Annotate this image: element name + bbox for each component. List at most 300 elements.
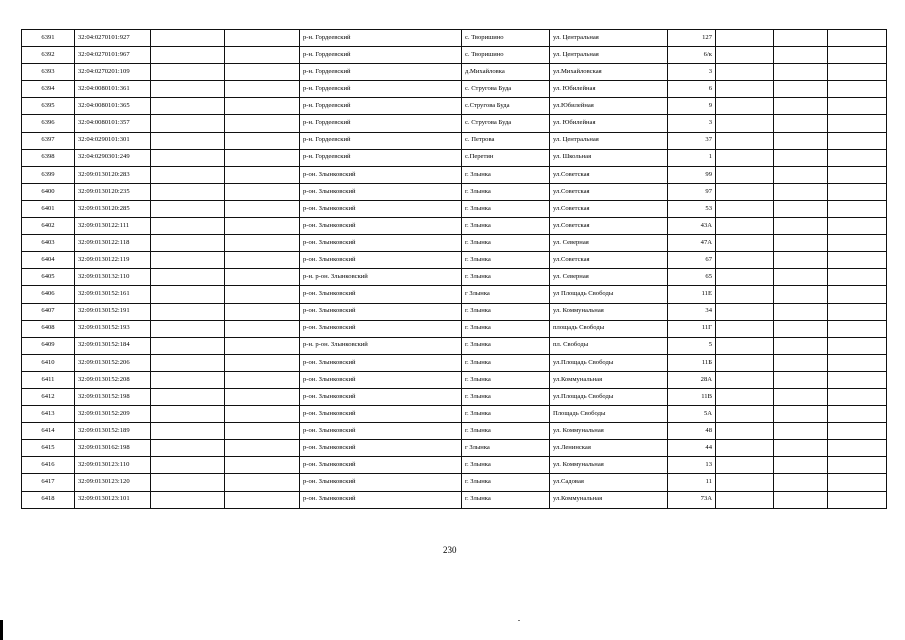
cell-number: 6412 <box>22 388 75 405</box>
cell-empty <box>225 474 300 491</box>
cell-district: р-н. р-он. Злынковский <box>300 269 462 286</box>
cell-cadastral-number: 32:04:0270101:967 <box>75 47 151 64</box>
cell-empty <box>716 320 774 337</box>
cell-house: 5 <box>668 337 716 354</box>
cell-empty <box>151 149 225 166</box>
cell-house: 13 <box>668 457 716 474</box>
cell-district: р-н. Гордеевский <box>300 115 462 132</box>
table-row <box>22 218 887 235</box>
cell-empty <box>774 132 828 149</box>
cell-cadastral-number: 32:09:0130152:189 <box>75 423 151 440</box>
cell-street: ул. Юбилейная <box>550 81 668 98</box>
cell-locality: г. Злынка <box>462 423 550 440</box>
cell-district: р-он. Злынковский <box>300 491 462 508</box>
cell-empty <box>828 474 887 491</box>
cell-empty <box>151 64 225 81</box>
cell-district: р-он. Злынковский <box>300 166 462 183</box>
cell-house: 11 <box>668 474 716 491</box>
cell-locality: г. Злынка <box>462 269 550 286</box>
cell-empty <box>225 371 300 388</box>
cell-empty <box>774 166 828 183</box>
cell-empty <box>828 320 887 337</box>
cell-empty <box>225 491 300 508</box>
cell-empty <box>151 491 225 508</box>
page-number: 230 <box>443 545 457 555</box>
cell-locality: с.Перетин <box>462 149 550 166</box>
cell-empty <box>225 354 300 371</box>
cell-empty <box>828 371 887 388</box>
cell-district: р-н. Гордеевский <box>300 98 462 115</box>
cell-empty <box>774 286 828 303</box>
cell-empty <box>225 252 300 269</box>
cell-empty <box>774 457 828 474</box>
cell-empty <box>828 115 887 132</box>
cell-number: 6403 <box>22 235 75 252</box>
cell-cadastral-number: 32:04:0290101:301 <box>75 132 151 149</box>
cell-cadastral-number: 32:09:0130120:283 <box>75 166 151 183</box>
cell-empty <box>774 474 828 491</box>
cell-empty <box>716 337 774 354</box>
cell-cadastral-number: 32:09:0130120:235 <box>75 183 151 200</box>
cell-empty <box>225 47 300 64</box>
cell-empty <box>716 218 774 235</box>
cell-empty <box>828 218 887 235</box>
cell-empty <box>151 457 225 474</box>
cell-locality: г. Злынка <box>462 337 550 354</box>
cell-locality: г. Злынка <box>462 303 550 320</box>
cell-empty <box>774 303 828 320</box>
cell-locality: г. Злынка <box>462 354 550 371</box>
cell-empty <box>774 388 828 405</box>
cell-empty <box>774 354 828 371</box>
cell-empty <box>774 491 828 508</box>
cell-empty <box>151 354 225 371</box>
cell-empty <box>151 252 225 269</box>
cell-street: ул.Площадь Свободы <box>550 354 668 371</box>
cell-empty <box>774 406 828 423</box>
cell-district: р-он. Злынковский <box>300 440 462 457</box>
table-row <box>22 81 887 98</box>
cell-empty <box>151 320 225 337</box>
cell-house: 11Г <box>668 320 716 337</box>
cell-number: 6417 <box>22 474 75 491</box>
table-row <box>22 320 887 337</box>
cell-empty <box>151 81 225 98</box>
cell-district: р-н. р-он. Злынковский <box>300 337 462 354</box>
cell-empty <box>151 371 225 388</box>
cell-district: р-он. Злынковский <box>300 474 462 491</box>
cell-district: р-он. Злынковский <box>300 320 462 337</box>
table-row <box>22 303 887 320</box>
cell-street: ул. Коммунальная <box>550 457 668 474</box>
cell-number: 6410 <box>22 354 75 371</box>
table-row <box>22 200 887 217</box>
table-row <box>22 252 887 269</box>
cell-empty <box>716 47 774 64</box>
table-row <box>22 457 887 474</box>
cell-empty <box>225 98 300 115</box>
cell-number: 6400 <box>22 183 75 200</box>
cell-empty <box>225 440 300 457</box>
cell-house: 47А <box>668 235 716 252</box>
cell-house: 3 <box>668 64 716 81</box>
cell-empty <box>774 269 828 286</box>
table-row <box>22 440 887 457</box>
cell-locality: г. Злынка <box>462 166 550 183</box>
cell-empty <box>716 166 774 183</box>
cell-number: 6407 <box>22 303 75 320</box>
cell-empty <box>225 30 300 47</box>
cell-empty <box>774 30 828 47</box>
table-row <box>22 98 887 115</box>
cell-empty <box>828 388 887 405</box>
cell-locality: с. Стругова Буда <box>462 115 550 132</box>
cell-locality: с. Творишино <box>462 47 550 64</box>
cell-empty <box>225 183 300 200</box>
cell-locality: г. Злынка <box>462 371 550 388</box>
cell-locality: г Злынка <box>462 286 550 303</box>
cell-locality: г. Злынка <box>462 457 550 474</box>
cell-number: 6391 <box>22 30 75 47</box>
cell-cadastral-number: 32:09:0130152:209 <box>75 406 151 423</box>
cell-street: ул.Советская <box>550 252 668 269</box>
cell-empty <box>151 440 225 457</box>
cell-empty <box>151 303 225 320</box>
cell-empty <box>151 235 225 252</box>
cell-cadastral-number: 32:09:0130152:198 <box>75 388 151 405</box>
cell-number: 6401 <box>22 200 75 217</box>
cell-house: 53 <box>668 200 716 217</box>
cell-empty <box>828 252 887 269</box>
registry-table <box>21 29 887 509</box>
cell-number: 6393 <box>22 64 75 81</box>
cell-empty <box>716 183 774 200</box>
cell-cadastral-number: 32:09:0130152:161 <box>75 286 151 303</box>
cell-empty <box>774 183 828 200</box>
cell-district: р-он. Злынковский <box>300 235 462 252</box>
cell-empty <box>774 423 828 440</box>
cell-district: р-он. Злынковский <box>300 457 462 474</box>
cell-street: ул. Коммунальная <box>550 303 668 320</box>
cell-district: р-он. Злынковский <box>300 371 462 388</box>
cell-street: ул.Садовая <box>550 474 668 491</box>
cell-empty <box>151 98 225 115</box>
cell-locality: г. Злынка <box>462 388 550 405</box>
cell-empty <box>828 440 887 457</box>
cell-empty <box>151 337 225 354</box>
cell-empty <box>716 474 774 491</box>
table-row <box>22 132 887 149</box>
cell-empty <box>225 388 300 405</box>
cell-district: р-он. Злынковский <box>300 286 462 303</box>
cell-cadastral-number: 32:09:0130132:110 <box>75 269 151 286</box>
cell-cadastral-number: 32:04:0270101:927 <box>75 30 151 47</box>
table-row <box>22 269 887 286</box>
cell-empty <box>828 457 887 474</box>
cell-street: ул. Коммунальная <box>550 423 668 440</box>
cell-empty <box>151 406 225 423</box>
cell-empty <box>774 440 828 457</box>
cell-empty <box>716 115 774 132</box>
cell-cadastral-number: 32:04:0080101:357 <box>75 115 151 132</box>
cell-cadastral-number: 32:09:0130122:118 <box>75 235 151 252</box>
cell-empty <box>828 354 887 371</box>
cell-empty <box>774 320 828 337</box>
table-row <box>22 371 887 388</box>
cell-street: ул. Школьная <box>550 149 668 166</box>
cell-locality: г. Злынка <box>462 320 550 337</box>
cell-empty <box>774 98 828 115</box>
cell-house: 11Б <box>668 354 716 371</box>
cell-house: 28А <box>668 371 716 388</box>
cell-empty <box>225 132 300 149</box>
cell-empty <box>716 235 774 252</box>
cell-empty <box>225 64 300 81</box>
cell-empty <box>225 115 300 132</box>
cell-cadastral-number: 32:09:0130152:206 <box>75 354 151 371</box>
cell-district: р-н. Гордеевский <box>300 81 462 98</box>
table-row <box>22 388 887 405</box>
cell-empty <box>151 115 225 132</box>
scan-edge-mark <box>0 620 3 640</box>
cell-locality: с. Творишино <box>462 30 550 47</box>
cell-locality: г. Злынка <box>462 183 550 200</box>
cell-street: площадь Свободы <box>550 320 668 337</box>
cell-empty <box>716 81 774 98</box>
cell-empty <box>716 491 774 508</box>
cell-district: р-он. Злынковский <box>300 252 462 269</box>
cell-empty <box>716 132 774 149</box>
cell-locality: г. Злынка <box>462 235 550 252</box>
cell-district: р-н. Гордеевский <box>300 64 462 81</box>
table-row <box>22 30 887 47</box>
cell-empty <box>225 457 300 474</box>
cell-street: ул.Коммунальная <box>550 371 668 388</box>
cell-number: 6414 <box>22 423 75 440</box>
cell-street: ул. Северная <box>550 235 668 252</box>
cell-empty <box>716 388 774 405</box>
cell-empty <box>151 269 225 286</box>
table-row <box>22 149 887 166</box>
table-row <box>22 286 887 303</box>
cell-empty <box>828 491 887 508</box>
cell-empty <box>828 166 887 183</box>
cell-district: р-он. Злынковский <box>300 218 462 235</box>
cell-house: 127 <box>668 30 716 47</box>
cell-locality: г Злынка <box>462 440 550 457</box>
cell-empty <box>151 183 225 200</box>
cell-locality: г. Злынка <box>462 474 550 491</box>
cell-empty <box>225 166 300 183</box>
cell-empty <box>774 252 828 269</box>
cell-empty <box>828 81 887 98</box>
cell-district: р-он. Злынковский <box>300 303 462 320</box>
cell-number: 6404 <box>22 252 75 269</box>
cell-house: 6/к <box>668 47 716 64</box>
cell-district: р-он. Злынковский <box>300 406 462 423</box>
cell-house: 9 <box>668 98 716 115</box>
cell-empty <box>828 406 887 423</box>
cell-cadastral-number: 32:04:0270201:109 <box>75 64 151 81</box>
cell-empty <box>151 388 225 405</box>
cell-empty <box>716 303 774 320</box>
cell-empty <box>225 337 300 354</box>
cell-street: ул.Коммунальная <box>550 491 668 508</box>
cell-house: 1 <box>668 149 716 166</box>
cell-empty <box>774 235 828 252</box>
cell-cadastral-number: 32:09:0130123:110 <box>75 457 151 474</box>
cell-number: 6416 <box>22 457 75 474</box>
cell-empty <box>828 64 887 81</box>
table-row <box>22 47 887 64</box>
cell-street: ул. Юбилейная <box>550 115 668 132</box>
cell-empty <box>225 149 300 166</box>
cell-house: 73А <box>668 491 716 508</box>
table-row <box>22 166 887 183</box>
cell-number: 6399 <box>22 166 75 183</box>
cell-empty <box>151 423 225 440</box>
cell-cadastral-number: 32:09:0130123:120 <box>75 474 151 491</box>
cell-district: р-н. Гордеевский <box>300 149 462 166</box>
cell-house: 67 <box>668 252 716 269</box>
scan-speck <box>518 620 520 621</box>
cell-street: ул.Советская <box>550 166 668 183</box>
cell-empty <box>828 423 887 440</box>
cell-empty <box>828 235 887 252</box>
cell-house: 6 <box>668 81 716 98</box>
table-row <box>22 491 887 508</box>
cell-street: ул.Советская <box>550 183 668 200</box>
table-row <box>22 337 887 354</box>
cell-locality: д.Михайловка <box>462 64 550 81</box>
cell-empty <box>716 423 774 440</box>
cell-cadastral-number: 32:09:0130123:101 <box>75 491 151 508</box>
cell-house: 44 <box>668 440 716 457</box>
cell-locality: г. Злынка <box>462 218 550 235</box>
cell-house: 5А <box>668 406 716 423</box>
cell-district: р-н. Гордеевский <box>300 30 462 47</box>
cell-empty <box>774 64 828 81</box>
cell-empty <box>225 81 300 98</box>
cell-empty <box>828 47 887 64</box>
cell-street: ул.Советская <box>550 200 668 217</box>
cell-empty <box>774 337 828 354</box>
cell-empty <box>828 132 887 149</box>
cell-locality: г. Злынка <box>462 252 550 269</box>
cell-street: ул. Северная <box>550 269 668 286</box>
table-body <box>22 30 887 509</box>
cell-number: 6394 <box>22 81 75 98</box>
cell-empty <box>828 269 887 286</box>
cell-district: р-он. Злынковский <box>300 183 462 200</box>
table-row <box>22 64 887 81</box>
cell-empty <box>828 303 887 320</box>
cell-district: р-он. Злынковский <box>300 423 462 440</box>
cell-empty <box>225 269 300 286</box>
table-row <box>22 406 887 423</box>
cell-number: 6408 <box>22 320 75 337</box>
cell-locality: г. Злынка <box>462 200 550 217</box>
cell-empty <box>716 149 774 166</box>
cell-cadastral-number: 32:04:0080101:361 <box>75 81 151 98</box>
cell-number: 6413 <box>22 406 75 423</box>
cell-cadastral-number: 32:09:0130122:119 <box>75 252 151 269</box>
cell-street: ул.Юбилейная <box>550 98 668 115</box>
cell-cadastral-number: 32:09:0130162:198 <box>75 440 151 457</box>
cell-empty <box>225 200 300 217</box>
cell-empty <box>716 406 774 423</box>
cell-empty <box>828 183 887 200</box>
cell-number: 6402 <box>22 218 75 235</box>
cell-empty <box>774 218 828 235</box>
cell-street: ул.Советская <box>550 218 668 235</box>
cell-cadastral-number: 32:09:0130152:191 <box>75 303 151 320</box>
cell-empty <box>151 47 225 64</box>
cell-locality: с. Стругова Буда <box>462 81 550 98</box>
table-row <box>22 235 887 252</box>
cell-empty <box>716 30 774 47</box>
cell-empty <box>828 200 887 217</box>
cell-cadastral-number: 32:09:0130122:111 <box>75 218 151 235</box>
cell-number: 6395 <box>22 98 75 115</box>
cell-empty <box>774 371 828 388</box>
cell-house: 11Е <box>668 286 716 303</box>
cell-district: р-он. Злынковский <box>300 388 462 405</box>
cell-cadastral-number: 32:09:0130152:193 <box>75 320 151 337</box>
cell-house: 43А <box>668 218 716 235</box>
cell-number: 6411 <box>22 371 75 388</box>
cell-street: ул. Центральная <box>550 47 668 64</box>
table-row <box>22 354 887 371</box>
cell-empty <box>828 98 887 115</box>
cell-empty <box>716 354 774 371</box>
cell-empty <box>151 474 225 491</box>
cell-street: Площадь Свободы <box>550 406 668 423</box>
table-row <box>22 183 887 200</box>
cell-district: р-он. Злынковский <box>300 354 462 371</box>
cell-house: 65 <box>668 269 716 286</box>
cell-district: р-он. Злынковский <box>300 200 462 217</box>
cell-house: 34 <box>668 303 716 320</box>
cell-street: ул Площадь Свободы <box>550 286 668 303</box>
cell-empty <box>151 132 225 149</box>
cell-street: ул. Центральная <box>550 30 668 47</box>
cell-empty <box>774 149 828 166</box>
cell-street: ул.Михайловская <box>550 64 668 81</box>
cell-locality: г. Злынка <box>462 406 550 423</box>
cell-number: 6396 <box>22 115 75 132</box>
cell-house: 11В <box>668 388 716 405</box>
cell-house: 97 <box>668 183 716 200</box>
cell-number: 6405 <box>22 269 75 286</box>
cell-house: 48 <box>668 423 716 440</box>
cell-empty <box>716 440 774 457</box>
cell-empty <box>774 200 828 217</box>
cell-street: ул. Центральная <box>550 132 668 149</box>
cell-empty <box>828 149 887 166</box>
cell-locality: с. Петрова <box>462 132 550 149</box>
cell-number: 6409 <box>22 337 75 354</box>
cell-number: 6418 <box>22 491 75 508</box>
cell-street: ул.Ленинская <box>550 440 668 457</box>
cell-empty <box>774 47 828 64</box>
table-row <box>22 474 887 491</box>
cell-empty <box>716 286 774 303</box>
cell-empty <box>774 81 828 98</box>
cell-empty <box>151 166 225 183</box>
cell-empty <box>716 98 774 115</box>
cell-locality: с.Стругова Буда <box>462 98 550 115</box>
